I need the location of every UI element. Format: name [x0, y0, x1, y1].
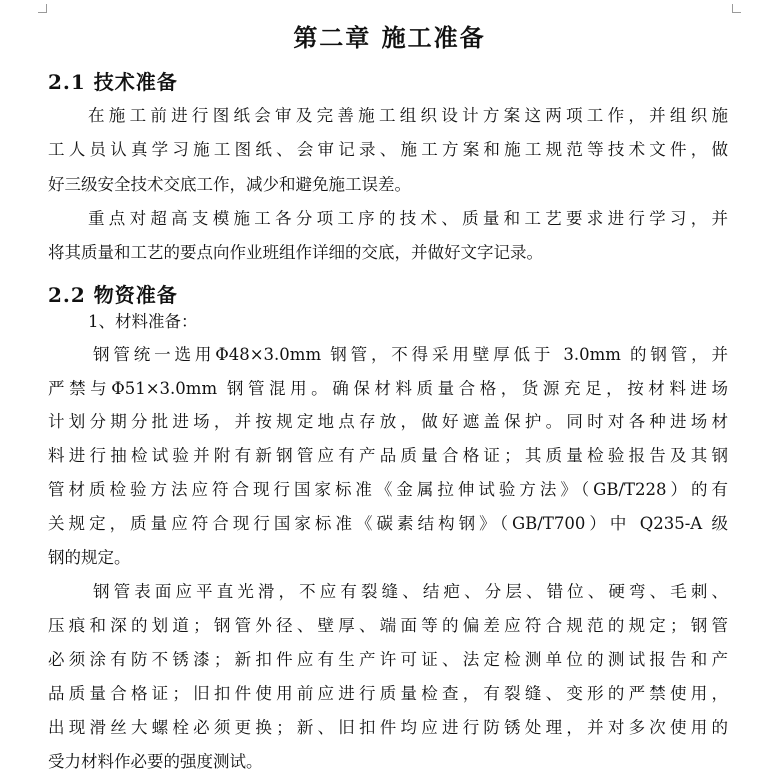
section-heading-2-1: 2.1 技术准备	[48, 70, 178, 94]
text-line: 好三级安全技术交底工作，减少和避免施工误差。	[48, 175, 411, 194]
text-line: 钢管表面应平直光滑，不应有裂缝、结疤、分层、错位、硬弯、毛刺、	[93, 582, 728, 601]
page-corner-mark-right	[732, 4, 741, 13]
text-line: 重点对超高支模施工各分项工序的技术、质量和工艺要求进行学习，并	[88, 209, 728, 228]
text-line: 出现滑丝大螺栓必须更换；新、旧扣件均应进行防锈处理，并对多次使用的	[48, 718, 728, 737]
text-line: 料进行抽检试验并附有新钢管应有产品质量合格证；其质量检验报告及其钢	[48, 446, 728, 465]
text-line: 严禁与Φ51×3.0mm 钢管混用。确保材料质量合格，货源充足，按材料进场	[48, 379, 728, 398]
text-line: 工人员认真学习施工图纸、会审记录、施工方案和施工规范等技术文件，做	[48, 140, 728, 159]
chapter-title: 第二章 施工准备	[293, 23, 486, 52]
text-line: 受力材料作必要的强度测试。	[48, 752, 263, 771]
text-line: 钢的规定。	[48, 548, 131, 567]
text-line: 关规定，质量应符合现行国家标准《碳素结构钢》（GB/T700）中 Q235-A 级	[48, 514, 728, 533]
text-line: 在施工前进行图纸会审及完善施工组织设计方案这两项工作，并组织施	[88, 106, 728, 125]
text-line: 计划分期分批进场，并按规定地点存放，做好遮盖保护。同时对各种进场材	[48, 412, 728, 431]
text-line: 品质量合格证；旧扣件使用前应进行质量检查，有裂缝、变形的严禁使用，	[48, 684, 728, 703]
subheading-materials: 1、材料准备：	[88, 312, 198, 331]
section-heading-2-2: 2.2 物资准备	[48, 283, 178, 307]
text-line: 钢管统一选用Φ48×3.0mm 钢管，不得采用壁厚低于 3.0mm 的钢管，并	[93, 345, 728, 364]
page-corner-mark-left	[38, 4, 47, 13]
text-line: 必须涂有防不锈漆；新扣件应有生产许可证、法定检测单位的测试报告和产	[48, 650, 728, 669]
text-line: 将其质量和工艺的要点向作业班组作详细的交底，并做好文字记录。	[48, 243, 543, 262]
text-line: 压痕和深的划道；钢管外径、壁厚、端面等的偏差应符合规范的规定；钢管	[48, 616, 728, 635]
text-line: 管材质检验方法应符合现行国家标准《金属拉伸试验方法》（GB/T228）的有	[48, 480, 728, 499]
